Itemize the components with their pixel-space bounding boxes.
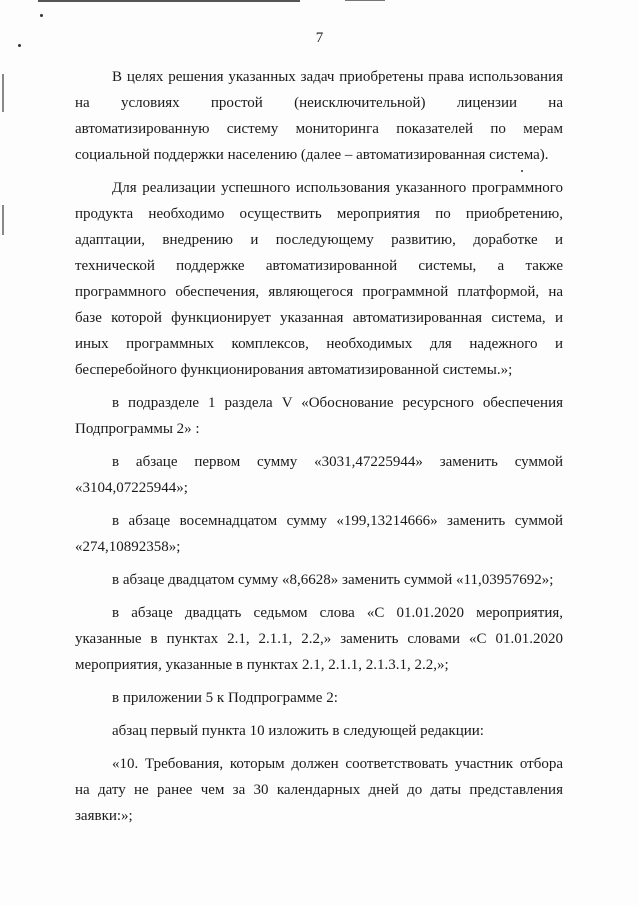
scan-artifact-edge: [2, 205, 4, 235]
paragraph: Для реализации успешного использования указанного программного продукта необходимо осуществить мероприятия по приобретению, адаптации, внедрению и последующему развитию, доработке и технической поддержке автоматизированной системы, а также программного обеспечения, являющегося программной платформой, на базе которой функционирует указанная автоматизированная система, и иных программных комплексов, необходимых для надежного и бесперебойного функционирования автоматизированной системы.»;: [75, 180, 563, 378]
document-body: [75, 64, 563, 836]
paragraph: В целях решения указанных задач приобретены права использования на условиях простой (неисключительной) лицензии на автоматизированную систему мониторинга показателей по мерам социальной поддержки населению (далее – автоматизированная система).: [75, 69, 563, 163]
paragraph: в приложении 5 к Подпрограмме 2:: [112, 690, 338, 706]
paragraph: «10. Требования, которым должен соответствовать участник отбора на дату не ранее чем за 30 календарных дней до даты представления заявки:»;: [75, 756, 563, 824]
scan-artifact-dot: [40, 14, 43, 17]
paragraph: в абзаце двадцать седьмом слова «С 01.01.2020 мероприятия, указанные в пунктах 2.1, 2.1.1, 2.2,» заменить словами «С 01.01.2020 мероприятия, указанные в пунктах 2.1, 2.1.1, 2.1.3.1, 2.2,»;: [75, 605, 563, 673]
scan-artifact-line: [345, 0, 385, 1]
paragraph: абзац первый пункта 10 изложить в следующей редакции:: [112, 723, 484, 739]
paragraph: в абзаце восемнадцатом сумму «199,13214666» заменить суммой «274,10892358»;: [75, 513, 563, 555]
page-number: 7: [315, 30, 324, 46]
paragraph: в подразделе 1 раздела V «Обоснование ресурсного обеспечения Подпрограммы 2» :: [75, 395, 563, 437]
scan-artifact-edge: [2, 74, 4, 112]
paragraph: в абзаце двадцатом сумму «8,6628» заменить суммой «11,03957692»;: [112, 572, 554, 588]
paragraph: в абзаце первом сумму «3031,47225944» заменить суммой «3104,07225944»;: [75, 454, 563, 496]
scan-artifact-line: [38, 0, 300, 2]
